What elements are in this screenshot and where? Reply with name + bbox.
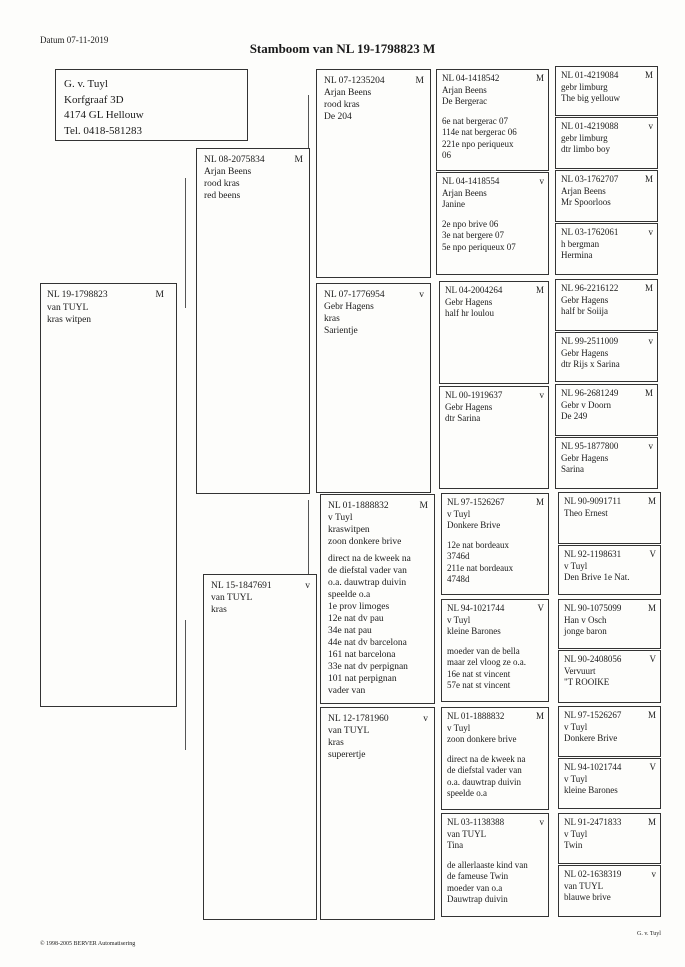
name-line: De Bergerac [442, 96, 488, 106]
name-line: superertje [328, 750, 366, 760]
name-line: Hermina [561, 250, 593, 260]
owner-line: van TUYL [328, 726, 370, 736]
spacer [447, 746, 544, 754]
pedigree-great-grandparent-2 [436, 172, 549, 275]
color-line: rood kras [324, 100, 360, 110]
ring-number: NL 03-1138388 [447, 817, 505, 827]
note-line: 57e nat st vincent [447, 680, 511, 690]
ring-number: NL 02-1638319 [564, 869, 622, 879]
name-line: zoon donkere brive [328, 537, 402, 547]
sex-marker: M [419, 501, 428, 511]
ring-number: NL 07-1776954 [324, 290, 385, 300]
note-line: 44e nat dv barcelona [328, 638, 407, 648]
sex-marker: v [539, 817, 544, 827]
note-line: vader van [328, 686, 366, 696]
note-line: direct na de kweek na [328, 554, 411, 564]
note-line: o.a. dauwtrap duivin [328, 578, 407, 588]
owner-line: van TUYL [211, 593, 253, 603]
breeder-line: Arjan Beens [204, 167, 252, 177]
name-line: dtr limbo boy [561, 144, 610, 154]
breeder-line: Arjan Beens [324, 88, 372, 98]
sex-marker: M [535, 497, 544, 507]
sex-marker: v [648, 227, 653, 237]
breeder-line: Gebr Hagens [561, 452, 609, 463]
note-line: de allerlaaste kind van [447, 859, 528, 870]
note-line: 06 [442, 150, 451, 160]
breeder-line: Vervuurt [564, 665, 596, 676]
pedigree-gg-grandparent-16 [558, 865, 661, 917]
color-line: kras witpen [47, 315, 92, 325]
breeder-line: Arjan Beens [561, 185, 606, 196]
ring-number: NL 91-2471833 [564, 817, 622, 827]
sex-marker: M [644, 70, 653, 80]
note-line: de fameuse Twin [447, 871, 509, 881]
sex-marker: v [648, 441, 653, 451]
sex-marker: M [535, 73, 544, 83]
name-line: Donkere Brive [564, 733, 618, 743]
color-line: kras [328, 738, 344, 748]
owner-line: van TUYL [447, 828, 487, 839]
breeder-line: gebr limburg [561, 81, 608, 92]
name-line: red beens [204, 191, 241, 201]
sex-marker: M [647, 603, 656, 613]
name-line: blauwe brive [564, 892, 611, 902]
ring-number: NL 90-2408056 [564, 654, 622, 664]
ring-number: NL 07-1235204 [324, 76, 385, 86]
ring-number: NL 08-2075834 [204, 155, 265, 165]
sex-marker: v [539, 390, 544, 400]
ring-number: NL 03-1762707 [561, 174, 619, 184]
pedigree-gg-grandparent-12 [558, 650, 661, 703]
ring-number: NL 99-2511009 [561, 336, 619, 346]
ring-number: NL 15-1847691 [211, 581, 272, 591]
note-line: 6e nat bergerac 07 [442, 115, 509, 126]
owner-line: v Tuyl [447, 614, 471, 625]
pedigree-gg-grandparent-5 [555, 279, 658, 331]
pedigree-great-grandparent-7 [441, 707, 549, 810]
page-title: Stamboom van NL 19-1798823 M [249, 41, 436, 56]
sex-marker: v [419, 290, 424, 300]
owner-name: G. v. Tuyl [64, 78, 108, 90]
sex-marker: M [155, 290, 164, 300]
spacer [447, 852, 544, 860]
note-line: 5e npo periqueux 07 [442, 241, 516, 252]
name-line: Tina [447, 840, 464, 850]
pedigree-grandparent-mm [320, 707, 435, 920]
spacer [447, 638, 544, 646]
breeder-line: Han v Osch [564, 614, 607, 625]
note-line: 4748d [447, 574, 470, 584]
sex-marker: v [423, 714, 428, 724]
note-line: speelde o.a [447, 788, 487, 798]
sex-marker: V [649, 654, 656, 664]
name-line: Donkere Brive [447, 520, 501, 530]
footer-owner: G. v. Tuyl [637, 931, 661, 937]
pedigree-great-grandparent-4 [439, 386, 549, 489]
color-line: kras [211, 605, 227, 615]
pedigree-gg-grandparent-1 [555, 66, 658, 116]
ring-number: NL 03-1762061 [561, 227, 619, 237]
note-line: Dauwtrap duivin [447, 894, 508, 904]
sex-marker: v [651, 869, 656, 879]
ring-number: NL 97-1526267 [447, 497, 505, 507]
owner-phone: Tel. 0418-581283 [64, 124, 143, 137]
pedigree-gg-grandparent-8 [555, 437, 658, 489]
pedigree-great-grandparent-3 [439, 281, 549, 384]
owner-line: v Tuyl [564, 828, 588, 839]
note-line: 33e nat dv perpignan [328, 662, 408, 672]
breeder-line: Gebr v Doorn [561, 399, 611, 410]
pedigree-gg-grandparent-10 [558, 545, 661, 595]
note-line: 161 nat barcelona [328, 650, 396, 660]
sex-marker: v [648, 121, 653, 131]
note-line: moeder van de bella [447, 645, 520, 656]
sex-marker: M [647, 817, 656, 827]
name-line: Sarientje [324, 326, 358, 336]
pedigree-gg-grandparent-4 [555, 223, 658, 275]
pedigree-mother [203, 574, 317, 920]
sex-marker: M [415, 76, 424, 86]
breeder-line: gebr limburg [561, 132, 608, 143]
breeder-line: Gebr Hagens [445, 296, 493, 307]
owner-line: van TUYL [47, 302, 89, 313]
breeder-line: Gebr Hagens [324, 302, 374, 312]
note-line: 2e npo brive 06 [442, 218, 499, 229]
sex-marker: M [647, 710, 656, 720]
breeder-line: h bergman [561, 238, 600, 249]
name-line: zoon donkere brive [447, 734, 517, 744]
note-line: direct na de kweek na [447, 753, 526, 764]
sex-marker: M [535, 711, 544, 721]
sex-marker: v [305, 581, 310, 591]
ring-number: NL 19-1798823 [47, 290, 108, 300]
software-copyright: © 1998-2005 BERVER Automatisering [40, 941, 136, 947]
spacer [442, 108, 544, 116]
sex-marker: V [537, 603, 544, 613]
ring-number: NL 90-1075099 [564, 603, 622, 613]
ring-number: NL 01-4219088 [561, 121, 619, 131]
spacer [447, 532, 544, 540]
pedigree-gg-grandparent-13 [558, 706, 661, 757]
ring-number: NL 95-1877800 [561, 441, 619, 451]
note-line: o.a. dauwtrap duivin [447, 776, 521, 787]
note-line: 221e npo periqueux [442, 138, 514, 149]
name-line: kleine Barones [564, 785, 618, 795]
ring-number: NL 04-2004264 [445, 285, 503, 295]
sex-marker: M [647, 496, 656, 506]
connector-line [185, 178, 186, 308]
sex-marker: M [644, 388, 653, 398]
pedigree-gg-grandparent-2 [555, 117, 658, 169]
name-line: dtr Rijs x Sarina [561, 359, 620, 369]
ring-number: NL 92-1198631 [564, 549, 622, 559]
name-line: Janine [442, 199, 465, 209]
note-line: 211e nat bordeaux [447, 562, 514, 573]
ring-number: NL 96-2681249 [561, 388, 619, 398]
name-line: Mr Spoorloos [561, 197, 611, 207]
owner-street: Korfgraaf 3D [64, 93, 124, 106]
ring-number: NL 90-9091711 [564, 496, 622, 506]
breeder-line: Gebr Hagens [561, 347, 609, 358]
note-line: de diefstal vader van [447, 765, 522, 775]
note-line: 16e nat st vincent [447, 668, 511, 679]
ring-number: NL 01-4219084 [561, 70, 619, 80]
pedigree-grandparent-fm [316, 283, 431, 493]
owner-line: v Tuyl [447, 508, 471, 519]
note-line: 101 nat perpignan [328, 674, 397, 684]
color-line: kras [324, 314, 340, 324]
pedigree-grandparent-ff [316, 69, 431, 278]
pedigree-gg-grandparent-3 [555, 170, 658, 222]
sex-marker: V [649, 549, 656, 559]
pedigree-subject [40, 283, 177, 707]
note-line: speelde o.a [328, 590, 371, 600]
sex-marker: v [539, 176, 544, 186]
ring-number: NL 96-2216122 [561, 283, 619, 293]
owner-line: v Tuyl [328, 513, 353, 523]
spacer [442, 211, 544, 219]
ring-number: NL 04-1418542 [442, 73, 500, 83]
sex-marker: V [649, 762, 656, 772]
ring-number: NL 04-1418554 [442, 176, 500, 186]
pedigree-gg-grandparent-6 [555, 332, 658, 382]
name-line: dtr Sarina [445, 413, 481, 423]
owner-line: v Tuyl [447, 722, 471, 733]
pedigree-gg-grandparent-14 [558, 758, 661, 809]
note-line: moeder van o.a [447, 882, 503, 893]
pedigree-father [196, 148, 310, 494]
color-line: kraswitpen [328, 525, 370, 535]
ring-number: NL 94-1021744 [447, 603, 505, 613]
print-date: Datum 07-11-2019 [40, 35, 109, 45]
name-line: Den Brive 1e Nat. [564, 572, 630, 582]
owner-address-box [55, 69, 248, 141]
name-line: De 204 [324, 112, 352, 122]
note-line: 1e prov limoges [328, 602, 390, 612]
note-line: 12e nat bordeaux [447, 539, 509, 550]
pedigree-great-grandparent-8 [441, 813, 549, 917]
pedigree-gg-grandparent-7 [555, 384, 658, 436]
sex-marker: M [644, 283, 653, 293]
sex-marker: M [294, 155, 303, 165]
sex-marker: M [535, 285, 544, 295]
pedigree-gg-grandparent-15 [558, 813, 661, 864]
name-line: "T ROOIKE [564, 677, 610, 687]
ring-number: NL 01-1888832 [447, 711, 505, 721]
connector-line [185, 620, 186, 750]
ring-number: NL 94-1021744 [564, 762, 622, 772]
sex-marker: v [648, 336, 653, 346]
owner-line: v Tuyl [564, 773, 588, 784]
note-line: de diefstal vader van [328, 566, 407, 576]
name-line: half br Soiija [561, 306, 608, 316]
pedigree-great-grandparent-5 [441, 493, 549, 595]
note-line: 12e nat dv pau [328, 614, 384, 624]
pedigree-gg-grandparent-9 [558, 492, 661, 544]
ring-number: NL 01-1888832 [328, 501, 389, 511]
breeder-line: Theo Ernest [564, 507, 608, 518]
pedigree-gg-grandparent-11 [558, 599, 661, 649]
note-line: maar zel vloog ze o.a. [447, 657, 526, 667]
sex-marker: M [644, 174, 653, 184]
ring-number: NL 00-1919637 [445, 390, 503, 400]
name-line: kleine Barones [447, 626, 501, 636]
breeder-line: Arjan Beens [442, 187, 487, 198]
pedigree-great-grandparent-1 [436, 69, 549, 171]
note-line: 114e nat bergerac 06 [442, 127, 517, 137]
color-line: rood kras [204, 179, 240, 189]
pedigree-great-grandparent-6 [441, 599, 549, 702]
name-line: The big yellouw [561, 93, 620, 103]
ring-number: NL 97-1526267 [564, 710, 622, 720]
owner-line: van TUYL [564, 880, 604, 891]
breeder-line: Gebr Hagens [561, 294, 609, 305]
note-line: 3746d [447, 551, 470, 561]
name-line: Twin [564, 840, 583, 850]
note-line: 34e nat pau [328, 626, 372, 636]
breeder-line: Gebr Hagens [445, 401, 493, 412]
ring-number: NL 12-1781960 [328, 714, 389, 724]
note-line: 3e nat bergere 07 [442, 230, 505, 240]
owner-city: 4174 GL Hellouw [64, 109, 144, 121]
name-line: half hr loulou [445, 308, 494, 318]
owner-line: v Tuyl [564, 721, 588, 732]
pedigree-grandparent-mf [320, 494, 435, 704]
name-line: De 249 [561, 411, 588, 421]
breeder-line: Arjan Beens [442, 84, 487, 95]
name-line: Sarina [561, 464, 584, 474]
owner-line: v Tuyl [564, 560, 588, 571]
name-line: jonge baron [564, 626, 607, 636]
